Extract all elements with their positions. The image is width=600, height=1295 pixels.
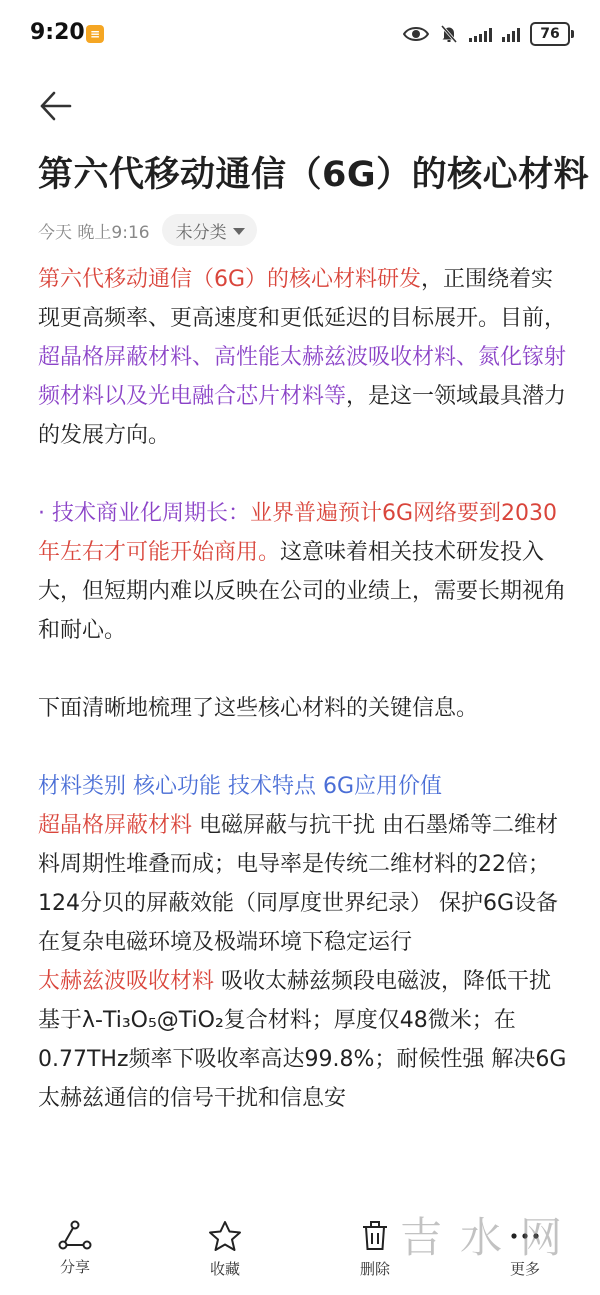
note-meta	[38, 212, 257, 248]
material-name: 太赫兹波吸收材料	[38, 969, 215, 994]
paragraph-commercialization: · 技术商业化周期长：业界普遍预计6G网络要到2030年左右才可能开始商用。这意味着相关技术研发投入大，但短期内难以反映在公司的业绩上，需要长期视角和耐心。	[38, 501, 567, 643]
signal-strength-icon-2	[502, 26, 520, 42]
notification-app-icon: ≡	[86, 25, 104, 43]
table-row-superlattice: 超晶格屏蔽材料 电磁屏蔽与抗干扰 由石墨烯等二维材料周期性堆叠而成；电导率是传统二维材料的22倍；124分贝的屏蔽效能（同厚度世界纪录） 保护6G设备在复杂电磁环境及极端环境下稳定运行	[38, 813, 559, 955]
highlight-red: 业界普遍预计6G网络要到2030年左右才可能开始商用。	[38, 501, 558, 565]
star-icon	[208, 1220, 242, 1252]
caret-down-icon	[233, 228, 245, 235]
table-row-terahertz: 太赫兹波吸收材料 吸收太赫兹频段电磁波，降低干扰 基于λ-Ti₃O₅@TiO₂复合材料；厚度仅48微米；在0.77THz频率下吸收率高达99.8%；耐候性强 解决6G太赫兹通信的信号干扰和信息安	[38, 969, 567, 1111]
trash-icon	[360, 1220, 390, 1252]
signal-strength-icon-1	[469, 26, 492, 42]
highlight-red: 第六代移动通信（6G）的核心材料研发	[38, 267, 422, 292]
table-header: 材料类别 核心功能 技术特点 6G应用价值	[38, 774, 443, 799]
paragraph-intro: 第六代移动通信（6G）的核心材料研发，正围绕着实现更高频率、更高速度和更低延迟的目标展开。目前，超晶格屏蔽材料、高性能太赫兹波吸收材料、氮化镓射频材料以及光电融合芯片材料等，是这一领域最具潜力的发展方向。	[38, 267, 567, 448]
category-dropdown[interactable]	[162, 214, 257, 246]
favorite-button[interactable]	[165, 1210, 285, 1295]
eye-icon	[403, 25, 429, 43]
category-label: 未分类	[175, 222, 227, 243]
more-icon	[508, 1220, 542, 1252]
mute-bell-icon	[439, 24, 459, 44]
back-arrow-icon[interactable]	[38, 88, 74, 124]
site-watermark: 吉水网	[400, 1213, 581, 1262]
paragraph-summary: 下面清晰地梳理了这些核心材料的关键信息。	[38, 696, 479, 721]
highlight-purple: 超晶格屏蔽材料、高性能太赫兹波吸收材料、氮化镓射频材料以及光电融合芯片材料等	[38, 345, 567, 409]
delete-label: 删除	[359, 1260, 390, 1278]
material-name: 超晶格屏蔽材料	[38, 813, 193, 838]
more-label: 更多	[509, 1260, 540, 1278]
more-button[interactable]	[465, 1210, 585, 1295]
bullet-heading: · 技术商业化周期长：	[38, 501, 250, 526]
note-body[interactable]	[38, 260, 568, 1118]
delete-button[interactable]	[315, 1210, 435, 1295]
favorite-label: 收藏	[209, 1260, 240, 1278]
bottom-action-bar	[0, 1210, 600, 1295]
share-icon	[58, 1220, 92, 1250]
status-icons	[403, 22, 570, 46]
status-time: 9:20	[30, 20, 85, 45]
battery-indicator: 76	[530, 22, 570, 46]
note-date: 今天 晚上9:16	[38, 222, 150, 243]
share-label: 分享	[59, 1258, 90, 1276]
note-title[interactable]: 第六代移动通信（6G）的核心材料	[38, 155, 590, 195]
share-button[interactable]	[15, 1210, 135, 1295]
status-bar	[0, 0, 600, 70]
